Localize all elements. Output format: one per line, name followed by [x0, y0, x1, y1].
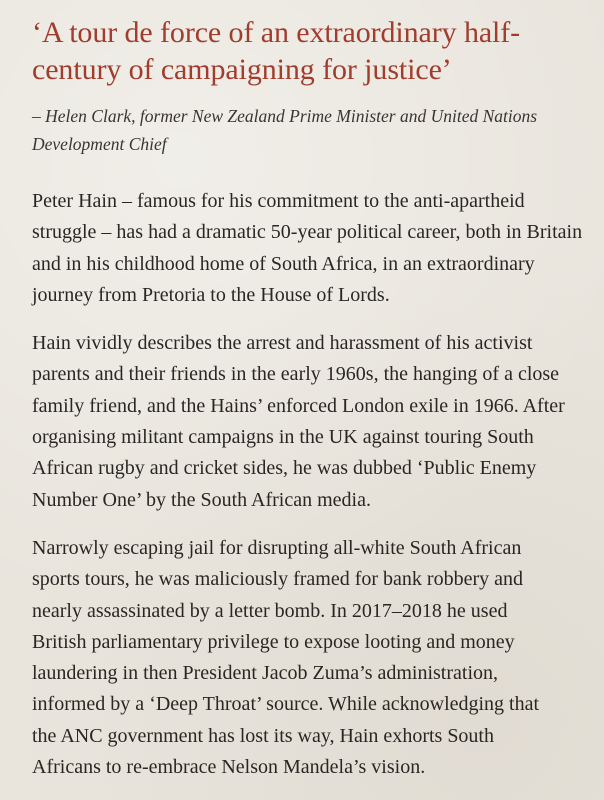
text-line: informed by a ‘Deep Throat’ source. While acknowledging that	[32, 693, 540, 716]
pull-quote-line: century of campaigning for justice’	[32, 53, 452, 86]
text-line: and in his childhood home of South Africa, in an extraordinary	[32, 252, 535, 275]
quote-attribution	[32, 102, 604, 158]
book-jacket-text	[32, 14, 604, 783]
text-line: family friend, and the Hains’ enforced London exile in 1966. After	[32, 394, 565, 417]
attribution-line: – Helen Clark, former New Zealand Prime Minister and United Nations	[32, 106, 538, 126]
text-line: sports tours, he was maliciously framed for bank robbery and	[32, 568, 523, 591]
text-line: organising militant campaigns in the UK against touring South	[32, 426, 534, 449]
pull-quote-line: ‘A tour de force of an extraordinary half-	[32, 16, 521, 49]
blurb-body	[32, 186, 604, 783]
text-line: British parliamentary privilege to expose looting and money	[32, 630, 515, 653]
text-line: parents and their friends in the early 1960s, the hanging of a close	[32, 363, 560, 386]
text-line: nearly assassinated by a letter bomb. In 2017–2018 he used	[32, 599, 508, 622]
text-line: Peter Hain – famous for his commitment to the anti-apartheid	[32, 190, 525, 212]
text-line: Africans to re-embrace Nelson Mandela’s vision.	[32, 756, 426, 779]
text-line: struggle – has had a dramatic 50-year political career, both in Britain	[32, 221, 583, 244]
attribution-line: Development Chief	[32, 134, 167, 154]
blurb-paragraph-1	[32, 186, 604, 311]
text-line: journey from Pretoria to the House of Lords.	[32, 283, 390, 306]
blurb-paragraph-2	[32, 328, 604, 516]
blurb-paragraph-3	[32, 533, 604, 783]
text-line: laundering in then President Jacob Zuma’s administration,	[32, 662, 499, 685]
text-line: Number One’ by the South African media.	[32, 488, 371, 511]
text-line: African rugby and cricket sides, he was dubbed ‘Public Enemy	[32, 457, 537, 480]
pull-quote	[32, 14, 604, 88]
text-line: the ANC government has lost its way, Hain exhorts South	[32, 724, 494, 747]
text-line: Narrowly escaping jail for disrupting all-white South African	[32, 536, 522, 559]
text-line: Hain vividly describes the arrest and harassment of his activist	[32, 332, 533, 355]
